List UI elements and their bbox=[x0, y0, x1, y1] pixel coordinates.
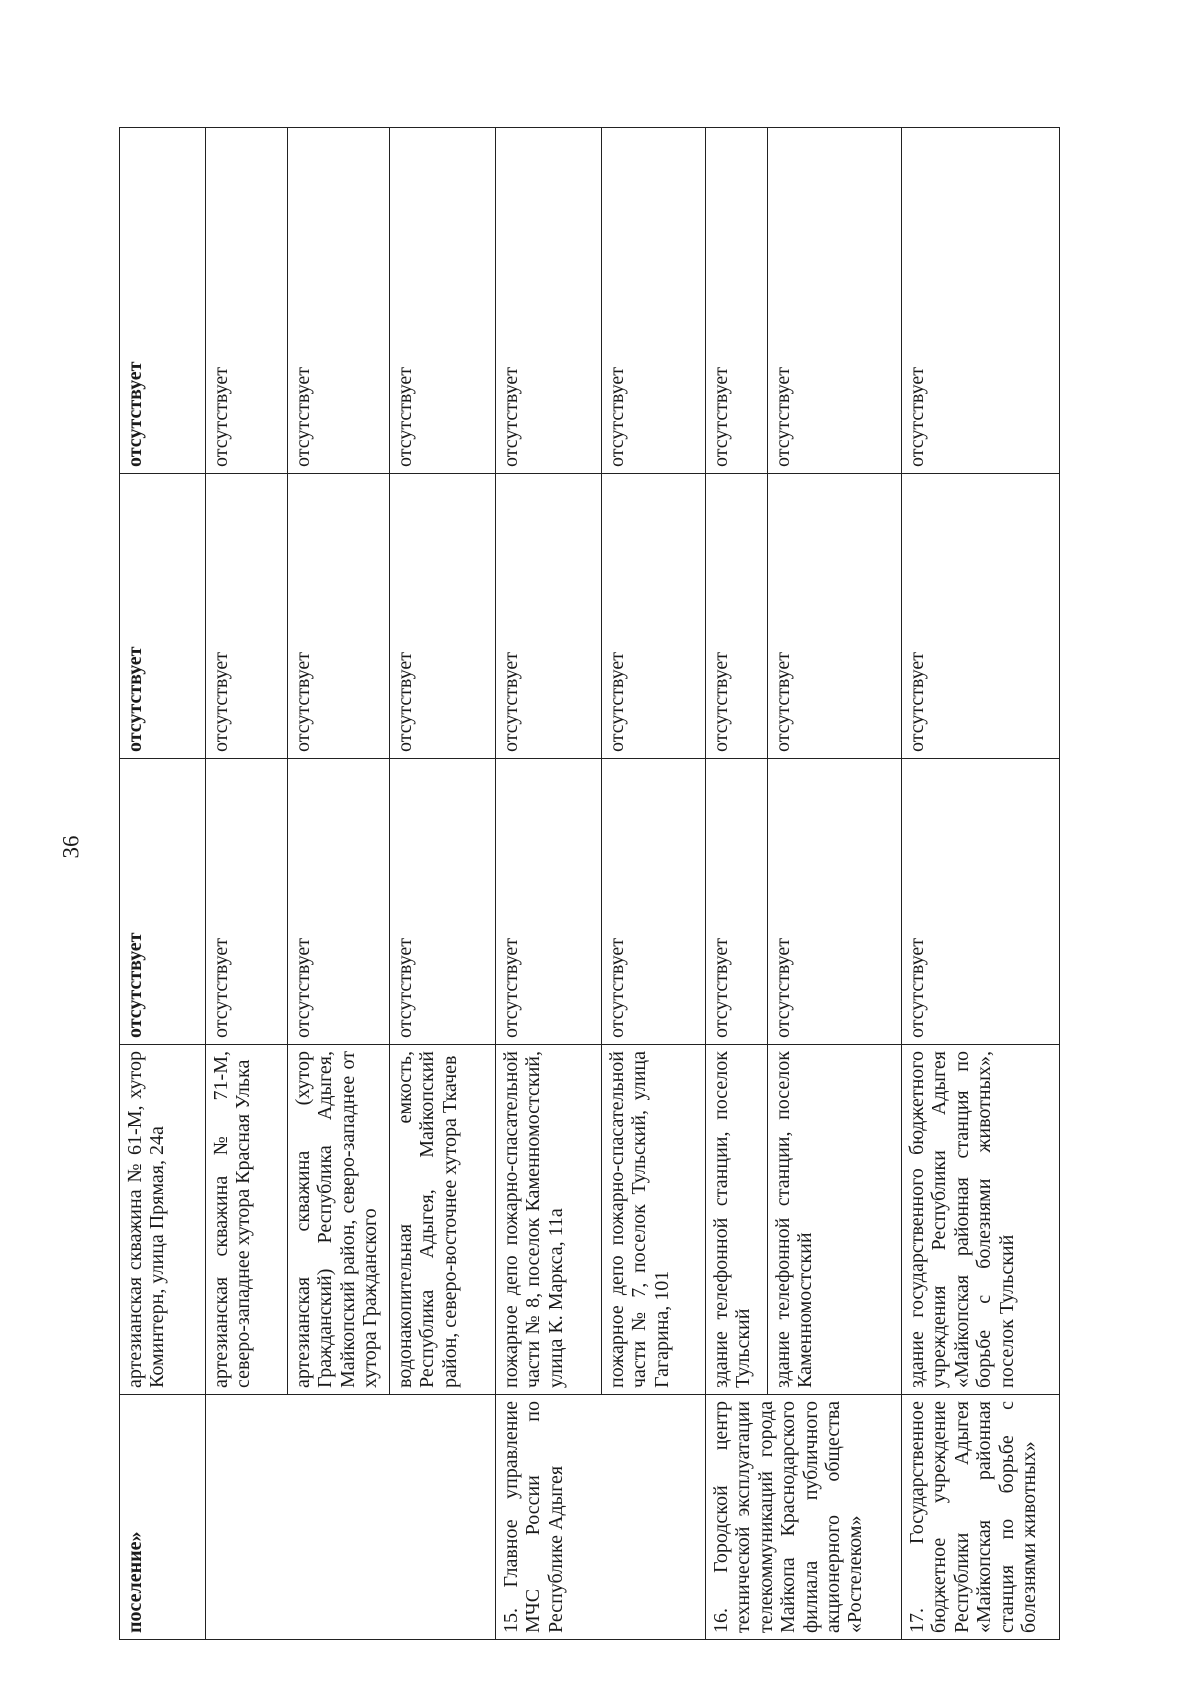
status-cell: отсутствует bbox=[768, 128, 902, 474]
status-cell: отсутствует bbox=[768, 759, 902, 1045]
org-cell-empty bbox=[206, 1395, 496, 1640]
status-cell: отсутствует bbox=[496, 128, 602, 474]
status-cell: отсутствует bbox=[602, 128, 706, 474]
page-number: 36 bbox=[58, 835, 84, 859]
status-cell: отсутствует bbox=[768, 474, 902, 759]
org-cell: 15. Главное управление МЧС России по Республике Адыгея bbox=[496, 1395, 706, 1640]
table-row bbox=[902, 128, 1060, 1640]
status-cell: отсутствует bbox=[206, 128, 288, 474]
status-cell: отсутствует bbox=[902, 759, 1060, 1045]
status-cell: отсутствует bbox=[496, 759, 602, 1045]
status-cell: отсутствует bbox=[288, 759, 390, 1045]
status-cell: отсутствует bbox=[120, 474, 206, 759]
location-cell: артезианская скважина № 71-М, северо-западнее хутора Красная Улька bbox=[206, 1045, 288, 1395]
status-cell: отсутствует bbox=[288, 474, 390, 759]
status-cell: отсутствует bbox=[706, 474, 768, 759]
org-cell: поселение» bbox=[120, 1395, 206, 1640]
status-cell: отсутствует bbox=[496, 474, 602, 759]
org-cell: 17. Государственное бюджетное учреждение Республики Адыгея «Майкопская районная станция по борьбе с болезнями животных» bbox=[902, 1395, 1060, 1640]
status-cell: отсутствует bbox=[206, 474, 288, 759]
status-cell: отсутствует bbox=[288, 128, 390, 474]
location-cell: пожарное депо пожарно-спасательной части № 7, поселок Тульский, улица Гагарина, 101 bbox=[602, 1045, 706, 1395]
status-cell: отсутствует bbox=[602, 759, 706, 1045]
status-cell: отсутствует bbox=[602, 474, 706, 759]
location-cell: здание телефонной станции, поселок Тульский bbox=[706, 1045, 768, 1395]
status-cell: отсутствует bbox=[390, 474, 496, 759]
org-cell: 16. Городской центр технической эксплуатации телекоммуникаций города Майкопа Краснодарского филиала публичного акционерного общества «Ростелеком» bbox=[706, 1395, 902, 1640]
location-cell: здание государственного бюджетного учреждения Республики Адыгея «Майкопская районная станция по борьбе с болезнями животных», поселок Тульский bbox=[902, 1045, 1060, 1395]
location-cell: артезианская скважина (хутор Гражданский) Республика Адыгея, Майкопский район, северо-западнее от хутора Гражданского bbox=[288, 1045, 390, 1395]
status-cell: отсутствует bbox=[390, 128, 496, 474]
status-cell: отсутствует bbox=[206, 759, 288, 1045]
status-cell: отсутствует bbox=[706, 128, 768, 474]
table-row bbox=[120, 128, 206, 1640]
status-cell: отсутствует bbox=[120, 128, 206, 474]
location-cell: пожарное депо пожарно-спасательной части № 8, поселок Каменномостский, улица К. Маркса, 11а bbox=[496, 1045, 602, 1395]
status-cell: отсутствует bbox=[120, 759, 206, 1045]
status-cell: отсутствует bbox=[902, 128, 1060, 474]
table-row bbox=[206, 128, 288, 1640]
rotated-table-wrapper bbox=[119, 128, 1069, 1640]
status-cell: отсутствует bbox=[390, 759, 496, 1045]
table-row bbox=[496, 128, 602, 1640]
table-row bbox=[706, 128, 768, 1640]
location-cell: здание телефонной станции, поселок Каменномостский bbox=[768, 1045, 902, 1395]
status-cell: отсутствует bbox=[706, 759, 768, 1045]
location-cell: водонакопительная емкость, Республика Адыгея, Майкопский район, северо-восточнее хутора Ткачев bbox=[390, 1045, 496, 1395]
location-cell: артезианская скважина № 61-М, хутор Коминтерн, улица Прямая, 24а bbox=[120, 1045, 206, 1395]
facilities-table bbox=[119, 127, 1060, 1640]
status-cell: отсутствует bbox=[902, 474, 1060, 759]
